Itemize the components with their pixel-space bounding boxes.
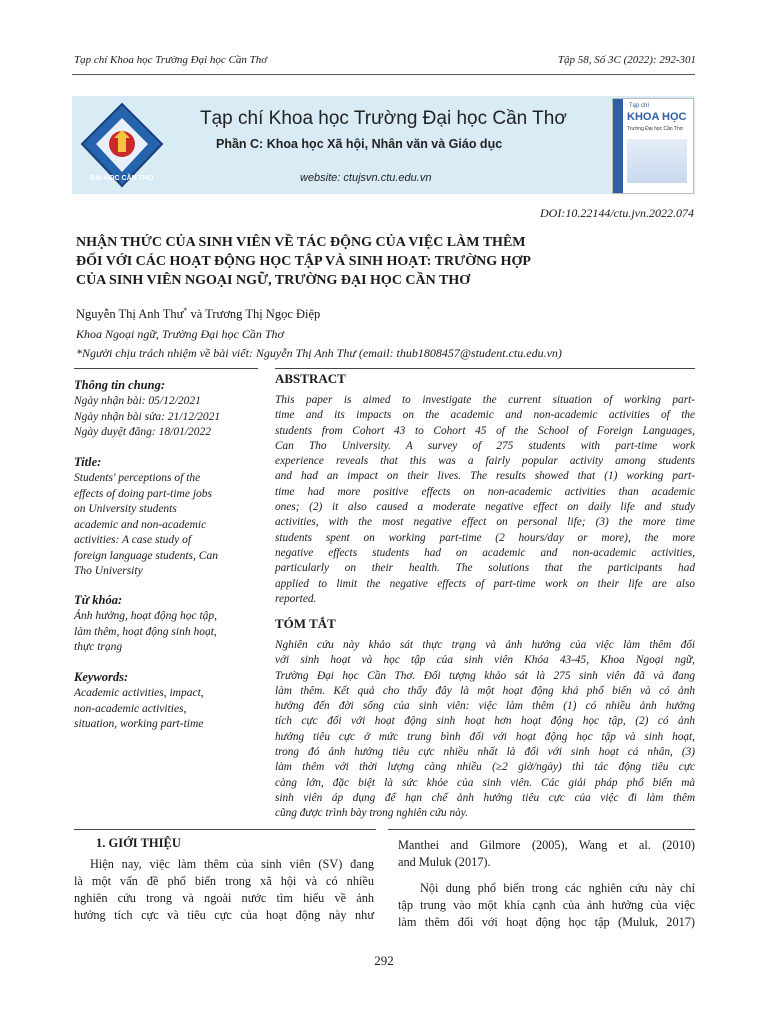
volume-header: Tập 58, Số 3C (2022): 292-301 (557, 54, 696, 66)
abstract-line: students from Cohort 43 to Cohort 45 of the School of Foreign Languages, (275, 424, 695, 437)
page-number: 292 (374, 953, 394, 968)
banner-website: website: ctujsvn.ctu.edu.vn (300, 172, 432, 184)
intro-column-1 (74, 856, 374, 924)
received-date: Ngày nhận bài: 05/12/2021 (74, 395, 201, 407)
english-title-line: effects of doing part-time jobs (74, 487, 212, 500)
cover-caption: Trường Đại học Cần Thơ (627, 126, 684, 132)
abstract-line: Can Tho University. A survey of 275 students with part-time work (275, 439, 695, 452)
tomtat-line: Nghiên cứu này khảo sát thực trạng và ảnh hưởng của việc làm thêm đối (275, 639, 695, 651)
title-line: ĐỐI VỚI CÁC HOẠT ĐỘNG HỌC TẬP VÀ SINH HOẠT: TRƯỜNG HỢP (76, 254, 531, 269)
abstract-line: students spent on working part-time (2 hours/day or more), the more (275, 531, 695, 544)
cover-spine (613, 99, 623, 193)
keyword-line: non-academic activities, (74, 702, 187, 715)
abstract-line: ones; (2) it also caused a moderate negative effect on daily life and study (275, 501, 695, 514)
tomtat-line: càng lớn, đặc biệt là sức khỏe của sinh viên. Các giải pháp phổ biến mà (275, 776, 695, 789)
journal-cover-thumbnail (612, 98, 694, 194)
article-title (76, 233, 696, 290)
english-title-line: academic and non-academic (74, 518, 207, 531)
abstract-line: particularly on their health. The solutions that the participants had (275, 562, 695, 575)
abstract-line: negative effects students had on academic and non-academic activities, (275, 546, 695, 559)
title-line: NHẬN THỨC CỦA SINH VIÊN VỀ TÁC ĐỘNG CỦA VIỆC LÀM THÊM (76, 235, 526, 250)
abstract-line: activities, with the most negative effect on personal life; (3) the more time (275, 516, 695, 529)
abstract-line: experience reveals that this was a fairly popular activity among students (275, 455, 695, 468)
tomtat-line: hưởng tiêu cực ở mức trung bình đối với hoạt động học tập và sinh hoạt, (275, 730, 695, 743)
tomtat-heading: TÓM TẮT (275, 616, 336, 631)
sidebar-top-rule (74, 368, 258, 369)
cover-title: KHOA HỌC (627, 111, 687, 123)
section-heading: 1. GIỚI THIỆU (96, 836, 181, 850)
tomtat-line: Trường Đại học Cần Thơ. Đối tượng khảo sát là 275 sinh viên đã và đang (275, 669, 695, 682)
tomtat-text (275, 638, 695, 822)
info-heading: Thông tin chung: (74, 378, 166, 392)
section-rule-left (74, 829, 376, 830)
article-info (74, 378, 254, 441)
english-title-line: foreign language students, Can (74, 549, 218, 562)
tomtat-line: sinh viên áp dụng để hạn chế ảnh hưởng tiêu cực của việc đi làm thêm (275, 791, 695, 804)
author-name: Nguyễn Thị Anh Thư (76, 307, 184, 322)
abstract-heading: ABSTRACT (275, 371, 346, 386)
corresponding-mark: * (183, 306, 188, 315)
english-title-line: activities: A case study of (74, 534, 192, 546)
english-title-line: on University students (74, 503, 177, 515)
body-line: hưởng tích cực và tiêu cực của hoạt động này như (74, 908, 374, 922)
body-line: Hiện nay, việc làm thêm của sinh viên (SV) đang (90, 857, 374, 871)
header-rule (72, 74, 695, 75)
coauthor: và Trương Thị Ngọc Điệp (187, 307, 321, 322)
abstract-line: This paper is aimed to investigate the current situation of working part- (275, 394, 695, 406)
tukhoa-heading: Từ khóa: (74, 593, 123, 607)
keyword-line: Ảnh hưởng, hoạt động học tập, (74, 610, 218, 622)
vietnamese-keywords (74, 593, 254, 656)
tomtat-line: cũng được trình bày trong nghiên cứu này. (275, 807, 469, 820)
english-title-line: Tho University (74, 565, 143, 577)
abstract-text (275, 393, 695, 607)
revised-date: Ngày nhận bài sửa: 21/12/2021 (74, 410, 221, 423)
abstract-line: reported. (275, 592, 317, 605)
tomtat-line: với sinh hoạt và học tập của sinh viên Khóa 43-45, Khoa Ngoại ngữ, (275, 654, 695, 667)
body-line: Nội dung phổ biến trong các nghiên cứu này chỉ (420, 881, 695, 895)
body-line: nghiên cứu trong và ngoài nước tìm hiểu về ảnh (74, 891, 374, 905)
english-keywords (74, 670, 254, 733)
tomtat-line: làm thêm với thời lượng càng nhiều (≥2 giờ/ngày) thì tác động tiêu cực (275, 761, 695, 774)
body-line: làm thêm đối với hoạt động học tập (Muluk, 2017) (398, 915, 695, 929)
cover-small-text: Tạp chí (629, 103, 650, 109)
affiliation: Khoa Ngoại ngữ, Trường Đại học Cần Thơ (76, 327, 284, 341)
tomtat-line: tích cực đối với hoạt động sinh hoạt hơn hoạt động học tập, (2) có ảnh (275, 715, 695, 728)
banner-subtitle: Phần C: Khoa học Xã hội, Nhân văn và Giáo dục (216, 137, 503, 151)
body-line: and Muluk (2017). (398, 855, 491, 869)
body-line: Manthei and Gilmore (2005), Wang et al. (2010) (398, 838, 695, 852)
cover-image (627, 139, 687, 183)
journal-header: Tạp chí Khoa học Trường Đại học Cần Thơ (74, 54, 268, 66)
banner-title: Tạp chí Khoa học Trường Đại học Cần Thơ (200, 108, 567, 129)
section-rule-right (388, 829, 695, 830)
title-heading: Title: (74, 455, 102, 469)
abstract-line: and had an impact on their lives. The results showed that (1) working part- (275, 470, 695, 483)
body-line: tập trung vào một khía cạnh của ảnh hưởng của việc (398, 898, 695, 912)
accepted-date: Ngày duyệt đăng: 18/01/2022 (74, 426, 212, 438)
university-logo (78, 100, 166, 190)
keyword-line: situation, working part-time (74, 718, 204, 730)
body-line: là một vấn đề phổ biến trong xã hội và có nhiều (74, 874, 374, 888)
english-title-block (74, 455, 254, 580)
abstract-line: applied to limit the negative effects of part-time work on their life are also (275, 577, 695, 590)
abstract-section (275, 371, 695, 607)
authors (76, 306, 320, 322)
corresponding-author: *Người chịu trách nhiệm về bài viết: Nguyễn Thị Anh Thư (email: thub1808457@student.ctu.edu.vn) (76, 346, 562, 360)
doi: DOI:10.22144/ctu.jvn.2022.074 (540, 206, 694, 220)
tomtat-line: hưởng đến đời sống của sinh viên: việc làm thêm (1) có nhiều ảnh hưởng (275, 700, 695, 713)
svg-text:ĐẠI HỌC CẦN THƠ: ĐẠI HỌC CẦN THƠ (90, 175, 154, 182)
tomtat-section (275, 616, 695, 822)
intro-column-2 (398, 837, 695, 931)
keyword-line: thực trạng (74, 641, 123, 653)
keyword-line: làm thêm, hoạt động sinh hoạt, (74, 625, 217, 638)
tomtat-line: làm thêm. Kết quả cho thấy đây là một hoạt động khá phổ biến và có ảnh (275, 684, 695, 697)
keywords-heading: Keywords: (74, 670, 129, 684)
tomtat-line: trong đó ảnh hưởng tiêu cực nhiều nhất là đối với sinh hoạt cá nhân, (3) (275, 746, 695, 759)
abstract-line: time had more positive effects on non-academic activities than academic (275, 485, 695, 498)
english-title-line: Students' perceptions of the (74, 472, 201, 484)
title-line: CỦA SINH VIÊN NGOẠI NGỮ, TRƯỜNG ĐẠI HỌC CẦN THƠ (76, 273, 471, 288)
abstract-line: time and its impacts on the academic and non-academic activities of the (275, 409, 695, 422)
main-top-rule (275, 368, 695, 369)
keyword-line: Academic activities, impact, (74, 687, 204, 699)
